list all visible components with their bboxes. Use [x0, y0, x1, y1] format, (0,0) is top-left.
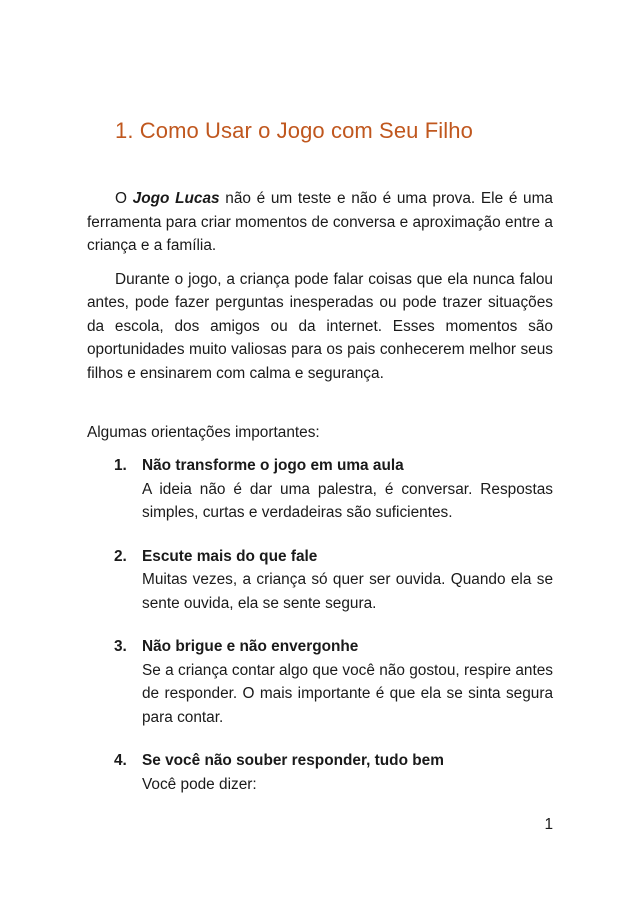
item-number: 3. — [114, 638, 127, 655]
item-text: A ideia não é dar uma palestra, é conversar. Respostas simples, curtas e verdadeiras são suficientes. — [142, 480, 553, 521]
document-page — [87, 0, 553, 910]
list-item — [87, 635, 553, 729]
item-text: Você pode dizer: — [142, 775, 257, 793]
list-item — [87, 454, 553, 525]
list-item — [87, 749, 553, 796]
item-heading: Não brigue e não envergonhe — [142, 638, 359, 655]
paragraph-2: Durante o jogo, a criança pode falar coisas que ela nunca falou antes, pode fazer perguntas inesperadas ou pode trazer situações da escola, dos amigos ou da internet. Esses momentos são oportunidades muito valiosas para os pais conhecerem melhor seus filhos e ensinarem com calma e segurança. — [87, 270, 553, 382]
paragraph-1-rest: não é um teste e não é uma prova. Ele é uma ferramenta para criar momentos de conversa e aproximação entre a criança e a família. — [87, 190, 553, 254]
item-number: 2. — [114, 547, 127, 565]
item-heading: Escute mais do que fale — [142, 547, 318, 565]
body-text — [87, 187, 553, 385]
item-text: Muitas vezes, a criança só quer ser ouvida. Quando ela se sente ouvida, ela se sente segura. — [142, 571, 553, 612]
paragraph-1-start: O — [115, 190, 133, 207]
orientations-list — [87, 454, 553, 816]
item-text: Se a criança contar algo que você não gostou, respire antes de responder. O mais importante é que ela se sinta segura para contar. — [142, 661, 553, 726]
game-name: Jogo Lucas — [132, 190, 220, 207]
item-number: 1. — [114, 457, 127, 474]
section-title: 1. Como Usar o Jogo com Seu Filho — [115, 118, 473, 143]
paragraph-1 — [87, 187, 553, 258]
orientations-intro: Algumas orientações importantes: — [87, 424, 320, 441]
item-number: 4. — [114, 752, 127, 769]
page-number: 1 — [544, 816, 553, 833]
item-heading: Se você não souber responder, tudo bem — [142, 752, 444, 769]
list-item — [87, 545, 553, 616]
item-heading: Não transforme o jogo em uma aula — [142, 457, 404, 474]
